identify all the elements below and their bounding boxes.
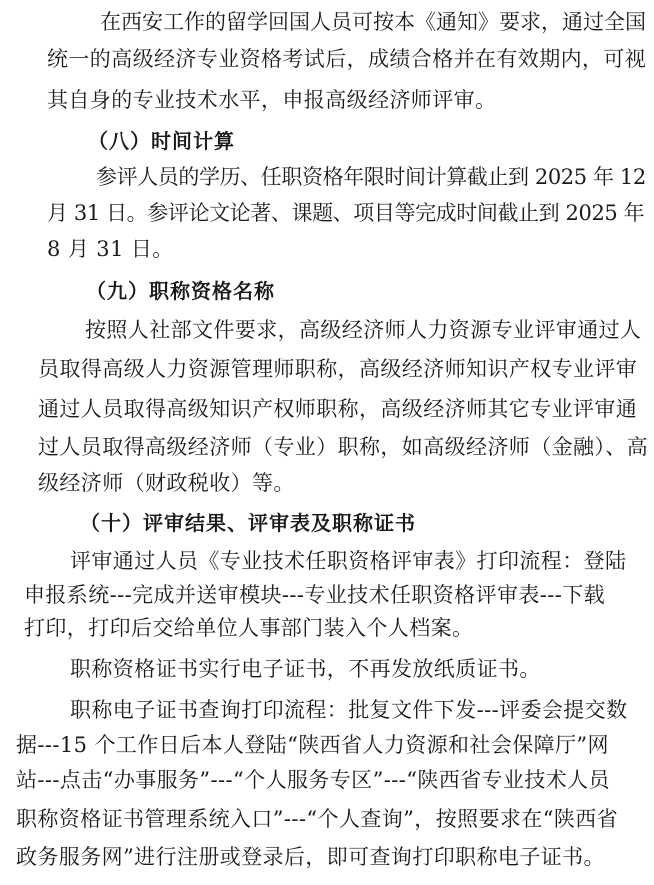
section-10-line-6: 据---15 个工作日后本人登陆“陕西省人力资源和社会保障厅”网	[16, 733, 609, 757]
section-10-line-7: 站---点击“办事服务”---“个人服务专区”---“陕西省专业技术人员	[16, 768, 610, 792]
intro-line-1: 在西安工作的留学回国人员可按本《通知》要求，通过全国	[100, 10, 646, 34]
section-10-line-3: 打印，打印后交给单位人事部门装入个人档案。	[24, 616, 474, 640]
section-9-line-5: 级经济师（财政税收）等。	[38, 471, 295, 495]
section-8-line-1: 参评人员的学历、任职资格年限时间计算截止到 2025 年 12	[96, 165, 646, 189]
section-10-line-5: 职称电子证书查询打印流程：批复文件下发---评委会提交数	[70, 698, 628, 722]
section-9-line-2: 员取得高级人力资源管理师职称，高级经济师知识产权专业评审	[38, 357, 638, 381]
section-9-line-4: 过人员取得高级经济师（专业）职称，如高级经济师（金融）、高	[38, 435, 649, 459]
section-10-line-4: 职称资格证书实行电子证书，不再发放纸质证书。	[70, 657, 541, 681]
intro-line-3: 其自身的专业技术水平，申报高级经济师评审。	[47, 88, 497, 112]
section-8-heading: （八）时间计算	[88, 129, 235, 153]
section-10-line-2: 申报系统---完成并送审模块---专业技术任职资格评审表---下载	[24, 583, 606, 607]
section-10-line-8: 职称资格证书管理系统入口”---“个人查询”，按照要求在“陕西省	[16, 807, 619, 831]
section-9-line-1: 按照人社部文件要求，高级经济师人力资源专业评审通过人	[85, 318, 642, 342]
section-9-heading: （九）职称资格名称	[86, 279, 275, 303]
section-10-heading: （十）评审结果、评审表及职称证书	[80, 511, 416, 535]
section-9-line-3: 通过人员取得高级知识产权师职称，高级经济师其它专业评审通	[38, 397, 638, 421]
section-8-line-2: 月 31 日。参评论文论著、课题、项目等完成时间截止到 2025 年	[47, 201, 645, 225]
section-8-line-3: 8 月 31 日。	[47, 237, 174, 261]
intro-line-2: 统一的高级经济专业资格考试后，成绩合格并在有效期内，可视	[47, 47, 647, 71]
section-10-line-9: 政务服务网”进行注册或登录后，即可查询打印职称电子证书。	[16, 845, 605, 869]
section-10-line-1: 评审通过人员《专业技术任职资格评审表》打印流程：登陆	[70, 549, 627, 573]
